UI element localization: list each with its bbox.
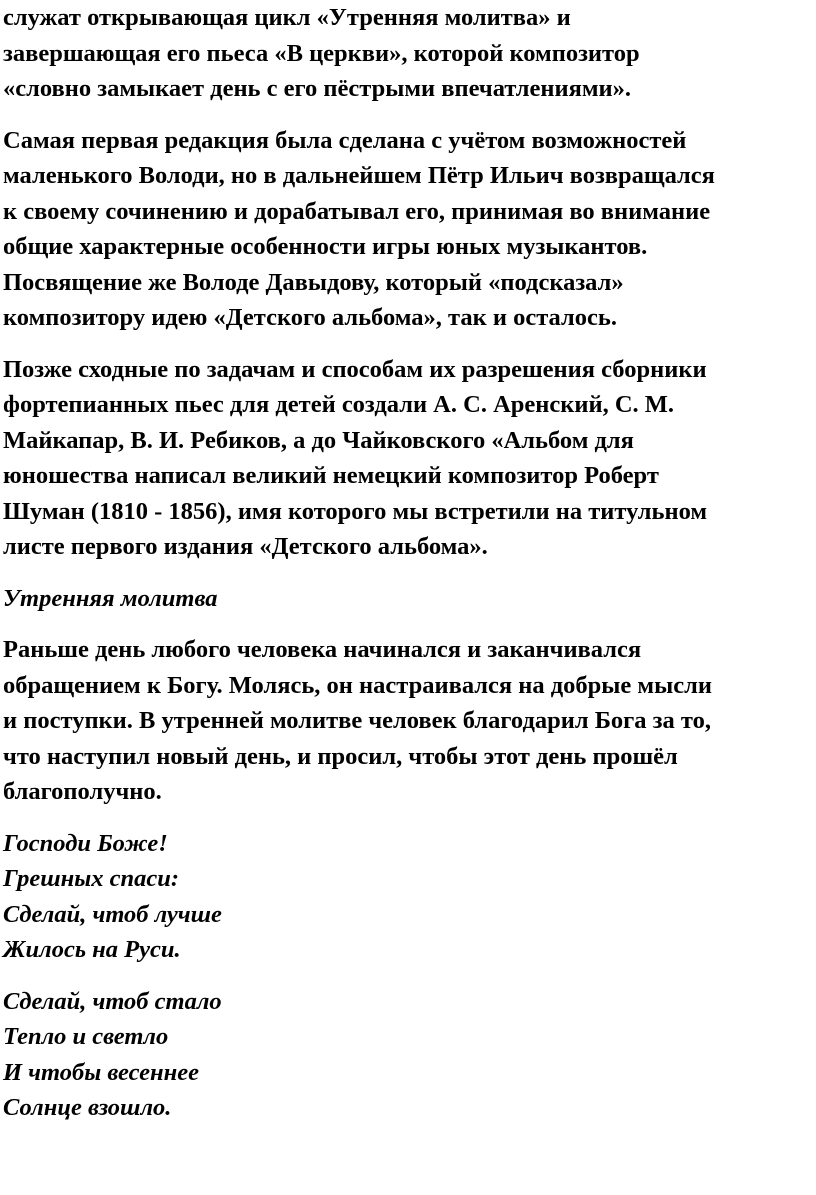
text-line: обращением к Богу. Молясь, он настраивался на добрые мысли	[3, 671, 712, 699]
poem-line: Солнце взошло.	[3, 1094, 172, 1121]
text-line: Позже сходные по задачам и способам их разрешения сборники	[3, 355, 707, 383]
text-line: Майкапар, В. И. Ребиков, а до Чайковского «Альбом для	[3, 426, 634, 454]
poem-line: Сделай, чтоб лучше	[3, 900, 222, 928]
paragraph-prayer-description	[3, 632, 813, 810]
poem-stanza-2	[3, 984, 813, 1126]
text-line: Самая первая редакция была сделана с учётом возможностей	[3, 126, 687, 154]
poem-line: Господи Боже!	[3, 829, 168, 857]
text-line: Посвящение же Володе Давыдову, который «подсказал»	[3, 268, 624, 296]
text-line: и поступки. В утренней молитве человек благодарил Бога за то,	[3, 707, 711, 734]
text-line: маленького Володи, но в дальнейшем Пётр Ильич возвращался	[3, 162, 715, 189]
poem-line: Тепло и светло	[3, 1023, 169, 1050]
poem-line: Жилось на Руси.	[3, 936, 181, 963]
text-line: благополучно.	[3, 778, 162, 805]
text-line: служат открывающая цикл «Утренняя молитва» и	[3, 4, 571, 31]
paragraph-first-edition	[3, 123, 813, 336]
text-line: юношества написал великий немецкий композитор Роберт	[3, 462, 659, 489]
text-line: фортепианных пьес для детей создали А. С. Аренский, С. М.	[3, 391, 675, 418]
text-line: листе первого издания «Детского альбома».	[3, 533, 488, 560]
poem-line: Грешных спаси:	[3, 865, 180, 892]
text-line: Раньше день любого человека начинался и заканчивался	[3, 636, 642, 663]
heading-line: Утренняя молитва	[3, 584, 218, 612]
text-line: завершающая его пьеса «В церкви», которой композитор	[3, 39, 640, 67]
text-line: композитору идею «Детского альбома», так и осталось.	[3, 304, 617, 331]
document-page	[3, 0, 813, 1142]
paragraph-cycle-intro	[3, 0, 813, 107]
poem-line: И чтобы весеннее	[3, 1058, 199, 1086]
text-line: «словно замыкает день с его пёстрыми впечатлениями».	[3, 75, 632, 102]
paragraph-other-composers	[3, 352, 813, 565]
text-line: Шуман (1810 - 1856), имя которого мы встретили на титульном	[3, 497, 708, 525]
poem-stanza-1	[3, 826, 813, 968]
section-heading-morning-prayer	[3, 581, 813, 617]
text-line: что наступил новый день, и просил, чтобы этот день прошёл	[3, 742, 678, 770]
text-line: общие характерные особенности игры юных музыкантов.	[3, 233, 648, 260]
text-line: к своему сочинению и дорабатывал его, принимая во внимание	[3, 197, 711, 225]
poem-line: Сделай, чтоб стало	[3, 987, 222, 1015]
